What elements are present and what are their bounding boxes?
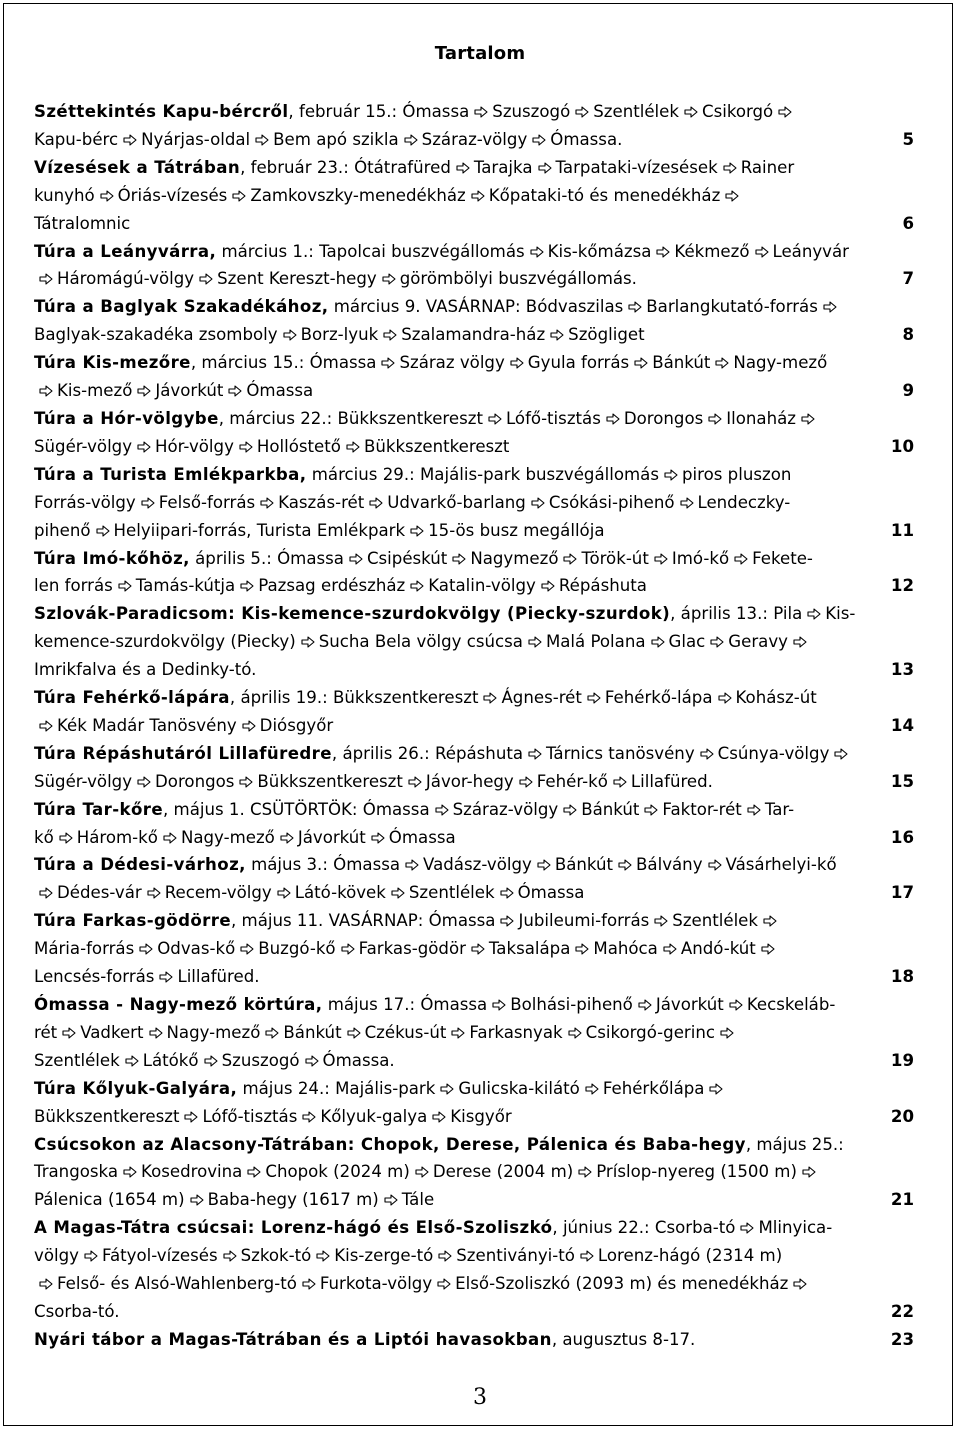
toc-line (34, 1270, 914, 1298)
toc-line (34, 1242, 914, 1270)
right-arrow-outline-icon (39, 720, 53, 732)
toc-line (34, 851, 914, 879)
toc-line (34, 377, 914, 405)
toc-page-number: 10 (890, 436, 914, 456)
right-arrow-outline-icon (62, 1027, 76, 1039)
right-arrow-outline-icon (341, 943, 355, 955)
toc-page-number: 21 (890, 1190, 914, 1210)
right-arrow-outline-icon (223, 1250, 237, 1262)
right-arrow-outline-icon (371, 832, 385, 844)
toc-entry-title: Túra Répáshutáról Lillafüredre (34, 743, 332, 763)
right-arrow-outline-icon (807, 608, 821, 620)
toc-line-text: kemence-szurdokvölgy (Piecky) Sucha Bela völgy csúcsa Malá Polana Glac Geravy (34, 632, 811, 651)
toc-entry (34, 293, 914, 349)
toc-entry (34, 1131, 914, 1215)
toc-line (34, 210, 914, 238)
toc-entry-title: Nyári tábor a Magas-Tátrában és a Liptói havasokban (34, 1329, 552, 1349)
toc-entry (34, 98, 914, 154)
right-arrow-outline-icon (587, 692, 601, 704)
right-arrow-outline-icon (700, 748, 714, 760)
toc-page-number: 22 (890, 1301, 914, 1321)
right-arrow-outline-icon (415, 1166, 429, 1178)
right-arrow-outline-icon (654, 915, 668, 927)
right-arrow-outline-icon (408, 776, 422, 788)
toc-line (34, 684, 914, 712)
right-arrow-outline-icon (301, 636, 315, 648)
right-arrow-outline-icon (531, 497, 545, 509)
toc-line-text: Csorba-tó. (34, 1301, 120, 1321)
right-arrow-outline-icon (568, 1027, 582, 1039)
toc-page-number: 7 (902, 269, 914, 289)
toc-entry (34, 238, 914, 294)
toc-line (34, 545, 914, 573)
toc-line-text: Szlovák-Paradicsom: Kis-kemence-szurdokvölgy (Piecky-szurdok), április 13.: Pila Kis- (34, 604, 856, 624)
right-arrow-outline-icon (410, 525, 424, 537)
right-arrow-outline-icon (471, 190, 485, 202)
toc-line (34, 1158, 914, 1186)
right-arrow-outline-icon (349, 553, 363, 565)
toc-line-text: A Magas-Tátra csúcsai: Lorenz-hágó és Első-Szoliszkó, június 22.: Csorba-tó Mlinyica- (34, 1218, 833, 1238)
toc-entry-title: Túra Fehérkő-lápára (34, 688, 230, 708)
toc-line-text: Túra a Turista Emlékparkba, március 29.: Majális-park buszvégállomás piros pluszon (34, 464, 792, 484)
toc-entry-title: Túra a Hór-völgybe (34, 408, 219, 428)
toc-entry-title: Túra a Turista Emlékparkba, (34, 464, 307, 484)
right-arrow-outline-icon (456, 162, 470, 174)
toc-line-text: Mária-forrás Odvas-kő Buzgó-kő Farkas-gödör Taksalápa Mahóca Andó-kút (34, 939, 779, 958)
toc-line-text: Túra a Hór-völgybe, március 22.: Bükkszentkereszt Lófő-tisztás Dorongos Ilonaház (34, 409, 819, 428)
toc-line (34, 1019, 914, 1047)
toc-line (34, 907, 914, 935)
right-arrow-outline-icon (541, 580, 555, 592)
toc-line (34, 405, 914, 433)
toc-line (34, 293, 914, 321)
right-arrow-outline-icon (139, 943, 153, 955)
right-arrow-outline-icon (137, 441, 151, 453)
toc-page-number: 23 (890, 1329, 914, 1349)
toc-line-text: Pálenica (1654 m) Baba-hegy (1617 m) Tále (34, 1190, 435, 1210)
toc-line (34, 1131, 914, 1159)
right-arrow-outline-icon (39, 887, 53, 899)
right-arrow-outline-icon (500, 887, 514, 899)
toc-entry-title: Túra Kis-mezőre (34, 353, 191, 373)
toc-line-text: Imrikfalva és a Dedinky-tó. (34, 660, 257, 680)
toc-entry (34, 349, 914, 405)
right-arrow-outline-icon (255, 134, 269, 146)
right-arrow-outline-icon (347, 1027, 361, 1039)
toc-line (34, 768, 914, 796)
right-arrow-outline-icon (381, 357, 395, 369)
right-arrow-outline-icon (383, 329, 397, 341)
toc-line (34, 656, 914, 684)
toc-line-text: Túra Tar-kőre, május 1. CSÜTÖRTÖK: Ómassa Száraz-völgy Bánkút Faktor-rét Tar- (34, 799, 795, 819)
right-arrow-outline-icon (708, 859, 722, 871)
toc-line (34, 1298, 914, 1326)
toc-line-text: Baglyak-szakadéka zsomboly Borz-lyuk Szalamandra-ház Szögliget (34, 325, 645, 345)
right-arrow-outline-icon (778, 106, 792, 118)
toc-line-text: Kis-mező Jávorkút Ómassa (34, 377, 313, 405)
right-arrow-outline-icon (613, 776, 627, 788)
right-arrow-outline-icon (410, 580, 424, 592)
right-arrow-outline-icon (137, 385, 151, 397)
toc-entry-title: Szlovák-Paradicsom: Kis-kemence-szurdokvölgy (Piecky-szurdok) (34, 604, 671, 624)
toc-line (34, 712, 914, 740)
toc-line-text: Forrás-völgy Felső-forrás Kaszás-rét Udvarkő-barlang Csókási-pihenő Lendeczky- (34, 492, 791, 512)
right-arrow-outline-icon (247, 1166, 261, 1178)
toc-line (34, 154, 914, 182)
toc-line-text: Túra a Leányvárra, március 1.: Tapolcai buszvégállomás Kis-kőmázsa Kékmező Leányvár (34, 241, 849, 261)
toc-line (34, 489, 914, 517)
right-arrow-outline-icon (664, 469, 678, 481)
toc-line (34, 461, 914, 489)
toc-line-text: Túra Fehérkő-lápára, április 19.: Bükkszentkereszt Ágnes-rét Fehérkő-lápa Kohász-út (34, 688, 817, 708)
right-arrow-outline-icon (316, 1250, 330, 1262)
right-arrow-outline-icon (123, 1166, 137, 1178)
right-arrow-outline-icon (563, 553, 577, 565)
toc-line-text: Csúcsokon az Alacsony-Tátrában: Chopok, Derese, Pálenica és Baba-hegy, május 25.: (34, 1134, 844, 1154)
toc-entry (34, 600, 914, 684)
right-arrow-outline-icon (302, 1278, 316, 1290)
right-arrow-outline-icon (634, 357, 648, 369)
toc-page-number: 13 (890, 660, 914, 680)
right-arrow-outline-icon (530, 246, 544, 258)
toc-entry (34, 907, 914, 991)
right-arrow-outline-icon (580, 1250, 594, 1262)
right-arrow-outline-icon (510, 357, 524, 369)
right-arrow-outline-icon (651, 636, 665, 648)
right-arrow-outline-icon (100, 190, 114, 202)
toc-line (34, 265, 914, 293)
right-arrow-outline-icon (147, 887, 161, 899)
right-arrow-outline-icon (39, 385, 53, 397)
toc-line (34, 1214, 914, 1242)
right-arrow-outline-icon (96, 525, 110, 537)
toc-line-text: kő Három-kő Nagy-mező Jávorkút Ómassa (34, 827, 456, 847)
toc-line-text: Háromágú-völgy Szent Kereszt-hegy görömbölyi buszvégállomás. (34, 265, 637, 293)
toc-line-text: Széttekintés Kapu-bércről, február 15.: Ómassa Szuszogó Szentlélek Csikorgó (34, 102, 796, 121)
toc-page-number: 6 (902, 213, 914, 233)
toc-page-number: 14 (890, 715, 914, 735)
toc-page-number: 8 (902, 325, 914, 345)
right-arrow-outline-icon (680, 497, 694, 509)
right-arrow-outline-icon (382, 273, 396, 285)
toc-entry-title: Túra Tar-kőre (34, 799, 163, 819)
toc-page-number: 20 (890, 1106, 914, 1126)
toc-line (34, 572, 914, 600)
toc-line (34, 824, 914, 852)
toc-entry-title: Túra Imó-kőhöz, (34, 548, 190, 568)
right-arrow-outline-icon (432, 1111, 446, 1123)
right-arrow-outline-icon (755, 246, 769, 258)
right-arrow-outline-icon (834, 748, 848, 760)
right-arrow-outline-icon (391, 887, 405, 899)
right-arrow-outline-icon (550, 329, 564, 341)
toc-line-text: Vízesések a Tátrában, február 23.: Ótátrafüred Tarajka Tarpataki-vízesések Rainer (34, 157, 795, 177)
toc-entry (34, 851, 914, 907)
toc-line (34, 1103, 914, 1131)
right-arrow-outline-icon (369, 497, 383, 509)
right-arrow-outline-icon (277, 887, 291, 899)
toc-line-text: Túra a Baglyak Szakadékához, március 9. VASÁRNAP: Bódvaszilas Barlangkutató-forrás (34, 297, 841, 316)
right-arrow-outline-icon (405, 859, 419, 871)
right-arrow-outline-icon (488, 413, 502, 425)
toc-entry-title: Túra a Leányvárra, (34, 241, 217, 261)
right-arrow-outline-icon (228, 385, 242, 397)
right-arrow-outline-icon (232, 190, 246, 202)
toc-entry-title: Túra a Baglyak Szakadékához, (34, 297, 329, 317)
right-arrow-outline-icon (240, 580, 254, 592)
right-arrow-outline-icon (709, 1083, 723, 1095)
toc-entry (34, 684, 914, 740)
right-arrow-outline-icon (734, 553, 748, 565)
toc-line-text: Túra Répáshutáról Lillafüredre, április 26.: Répáshuta Tárnics tanösvény Csúnya-völgy (34, 744, 852, 763)
toc-line-text: völgy Fátyol-vízesés Szkok-tó Kis-zerge-tó Szentiványi-tó Lorenz-hágó (2314 m) (34, 1246, 783, 1266)
toc-page-number: 19 (890, 1050, 914, 1070)
toc-line (34, 433, 914, 461)
right-arrow-outline-icon (729, 999, 743, 1011)
right-arrow-outline-icon (471, 943, 485, 955)
right-arrow-outline-icon (204, 1055, 218, 1067)
right-arrow-outline-icon (793, 1278, 807, 1290)
toc-line-text: Ómassa - Nagy-mező körtúra, május 17.: Ómassa Bolhási-pihenő Jávorkút Kecskeláb- (34, 995, 836, 1014)
toc-entry (34, 154, 914, 238)
right-arrow-outline-icon (199, 273, 213, 285)
toc-line (34, 517, 914, 545)
toc-entry (34, 461, 914, 545)
right-arrow-outline-icon (715, 357, 729, 369)
right-arrow-outline-icon (793, 636, 807, 648)
right-arrow-outline-icon (149, 1027, 163, 1039)
toc-line (34, 126, 914, 154)
right-arrow-outline-icon (438, 1250, 452, 1262)
toc-line (34, 935, 914, 963)
toc-entry (34, 545, 914, 601)
right-arrow-outline-icon (575, 943, 589, 955)
toc-line (34, 600, 914, 628)
right-arrow-outline-icon (242, 720, 256, 732)
right-arrow-outline-icon (118, 580, 132, 592)
toc-line (34, 628, 914, 656)
toc-line-text: Lencsés-forrás Lillafüred. (34, 967, 260, 987)
toc-entry (34, 1326, 914, 1354)
right-arrow-outline-icon (240, 943, 254, 955)
right-arrow-outline-icon (575, 106, 589, 118)
toc-line (34, 238, 914, 266)
toc-line-text: Szentlélek Látókő Szuszogó Ómassa. (34, 1050, 395, 1070)
toc-line (34, 740, 914, 768)
toc-line-text: Sügér-völgy Dorongos Bükkszentkereszt Jávor-hegy Fehér-kő Lillafüred. (34, 771, 713, 791)
right-arrow-outline-icon (532, 134, 546, 146)
right-arrow-outline-icon (500, 915, 514, 927)
right-arrow-outline-icon (437, 1278, 451, 1290)
right-arrow-outline-icon (656, 246, 670, 258)
toc-line-text: Felső- és Alsó-Wahlenberg-tó Furkota-völgy Első-Szoliszkó (2093 m) és menedékház (34, 1274, 811, 1293)
right-arrow-outline-icon (239, 776, 253, 788)
toc-line-text: Túra Kis-mezőre, március 15.: Ómassa Száraz völgy Gyula forrás Bánkút Nagy-mező (34, 353, 828, 373)
toc-line (34, 1075, 914, 1103)
toc-line-text: pihenő Helyiipari-forrás, Turista Emlékpark 15-ös busz megállója (34, 520, 605, 540)
page-number: 3 (473, 1385, 487, 1410)
right-arrow-outline-icon (802, 1166, 816, 1178)
right-arrow-outline-icon (239, 441, 253, 453)
right-arrow-outline-icon (747, 804, 761, 816)
toc-line (34, 98, 914, 126)
right-arrow-outline-icon (718, 692, 732, 704)
right-arrow-outline-icon (141, 497, 155, 509)
right-arrow-outline-icon (606, 413, 620, 425)
toc-line (34, 321, 914, 349)
toc-entry (34, 1075, 914, 1131)
toc-line-text: Dédes-vár Recem-völgy Látó-kövek Szentlélek Ómassa (34, 879, 584, 907)
toc-page-number: 9 (902, 381, 914, 401)
toc-line (34, 879, 914, 907)
toc-line (34, 1047, 914, 1075)
right-arrow-outline-icon (684, 106, 698, 118)
right-arrow-outline-icon (39, 273, 53, 285)
right-arrow-outline-icon (723, 162, 737, 174)
right-arrow-outline-icon (578, 1166, 592, 1178)
toc-entry (34, 1214, 914, 1326)
right-arrow-outline-icon (302, 1111, 316, 1123)
toc-entry-title: Csúcsokon az Alacsony-Tátrában: Chopok, Derese, Pálenica és Baba-hegy (34, 1134, 746, 1154)
right-arrow-outline-icon (404, 134, 418, 146)
right-arrow-outline-icon (59, 832, 73, 844)
right-arrow-outline-icon (563, 804, 577, 816)
right-arrow-outline-icon (39, 1278, 53, 1290)
right-arrow-outline-icon (451, 1027, 465, 1039)
toc-entry-title: Túra Farkas-gödörre (34, 911, 231, 931)
right-arrow-outline-icon (440, 1083, 454, 1095)
right-arrow-outline-icon (492, 999, 506, 1011)
right-arrow-outline-icon (283, 329, 297, 341)
toc-entry-title: Túra Kőlyuk-Galyára, (34, 1078, 238, 1098)
toc-entry (34, 740, 914, 796)
toc-line (34, 349, 914, 377)
toc-page-number: 11 (890, 520, 914, 540)
right-arrow-outline-icon (663, 943, 677, 955)
right-arrow-outline-icon (801, 413, 815, 425)
right-arrow-outline-icon (84, 1250, 98, 1262)
toc-page-number: 18 (890, 967, 914, 987)
toc-line-text: Kapu-bérc Nyárjas-oldal Bem apó szikla Száraz-völgy Ómassa. (34, 129, 623, 149)
right-arrow-outline-icon (519, 776, 533, 788)
toc-entry-title: Ómassa - Nagy-mező körtúra, (34, 995, 323, 1014)
toc-line-text: Túra a Dédesi-várhoz, május 3.: Ómassa Vadász-völgy Bánkút Bálvány Vásárhelyi-kő (34, 855, 837, 875)
toc-page-number: 17 (890, 883, 914, 903)
right-arrow-outline-icon (260, 497, 274, 509)
right-arrow-outline-icon (537, 859, 551, 871)
toc-entry-title: A Magas-Tátra csúcsai: Lorenz-hágó és Első-Szoliszkó (34, 1218, 553, 1238)
toc-line-text: Trangoska Kosedrovina Chopok (2024 m) Derese (2004 m) Príslop-nyereg (1500 m) (34, 1162, 820, 1181)
right-arrow-outline-icon (528, 636, 542, 648)
toc-line-text: Túra Kőlyuk-Galyára, május 24.: Majális-park Gulicska-kilátó Fehérkőlápa (34, 1079, 727, 1098)
right-arrow-outline-icon (823, 301, 837, 313)
right-arrow-outline-icon (720, 1027, 734, 1039)
toc-page-number: 12 (890, 576, 914, 596)
toc-line (34, 963, 914, 991)
right-arrow-outline-icon (740, 1222, 754, 1234)
toc-entry (34, 796, 914, 852)
right-arrow-outline-icon (638, 999, 652, 1011)
toc-entry-title: Széttekintés Kapu-bércről (34, 102, 289, 121)
table-of-contents (34, 98, 914, 1354)
right-arrow-outline-icon (761, 943, 775, 955)
right-arrow-outline-icon (763, 915, 777, 927)
toc-entry-title: Túra a Dédesi-várhoz, (34, 855, 246, 875)
right-arrow-outline-icon (137, 776, 151, 788)
right-arrow-outline-icon (280, 832, 294, 844)
right-arrow-outline-icon (483, 692, 497, 704)
toc-line-text: Nyári tábor a Magas-Tátrában és a Liptói havasokban, augusztus 8-17. (34, 1329, 696, 1349)
toc-page-number: 16 (890, 827, 914, 847)
right-arrow-outline-icon (585, 1083, 599, 1095)
toc-page-number: 15 (890, 771, 914, 791)
right-arrow-outline-icon (528, 748, 542, 760)
toc-page-number: 5 (902, 129, 914, 149)
right-arrow-outline-icon (452, 553, 466, 565)
right-arrow-outline-icon (644, 804, 658, 816)
right-arrow-outline-icon (190, 1194, 204, 1206)
toc-line-text: Kék Madár Tanösvény Diósgyőr (34, 712, 333, 740)
toc-line (34, 182, 914, 210)
right-arrow-outline-icon (538, 162, 552, 174)
right-arrow-outline-icon (123, 134, 137, 146)
toc-line-text: Túra Imó-kőhöz, április 5.: Ómassa Csipéskút Nagymező Török-út Imó-kő Fekete- (34, 548, 813, 568)
toc-line-text: Tátralomnic (34, 213, 131, 233)
toc-entry-title: Vízesések a Tátrában (34, 157, 241, 177)
right-arrow-outline-icon (384, 1194, 398, 1206)
toc-entry (34, 991, 914, 1075)
toc-line-text: kunyhó Óriás-vízesés Zamkovszky-menedékház Kőpataki-tó és menedékház (34, 186, 743, 205)
right-arrow-outline-icon (435, 804, 449, 816)
right-arrow-outline-icon (628, 301, 642, 313)
right-arrow-outline-icon (346, 441, 360, 453)
toc-line-text: Sügér-völgy Hór-völgy Hollóstető Bükkszentkereszt (34, 436, 510, 456)
right-arrow-outline-icon (710, 636, 724, 648)
toc-line (34, 796, 914, 824)
toc-line-text: Bükkszentkereszt Lófő-tisztás Kőlyuk-galya Kisgyőr (34, 1106, 512, 1126)
right-arrow-outline-icon (618, 859, 632, 871)
right-arrow-outline-icon (654, 553, 668, 565)
toc-line-text: rét Vadkert Nagy-mező Bánkút Czékus-út Farkasnyak Csikorgó-gerinc (34, 1023, 738, 1042)
page-title: Tartalom (434, 43, 526, 64)
right-arrow-outline-icon (184, 1111, 198, 1123)
right-arrow-outline-icon (474, 106, 488, 118)
right-arrow-outline-icon (305, 1055, 319, 1067)
right-arrow-outline-icon (163, 832, 177, 844)
right-arrow-outline-icon (725, 190, 739, 202)
toc-line-text: len forrás Tamás-kútja Pazsag erdészház Katalin-völgy Répáshuta (34, 576, 647, 596)
toc-entry (34, 405, 914, 461)
right-arrow-outline-icon (708, 413, 722, 425)
right-arrow-outline-icon (125, 1055, 139, 1067)
toc-line (34, 1326, 914, 1354)
right-arrow-outline-icon (265, 1027, 279, 1039)
toc-line (34, 991, 914, 1019)
toc-line (34, 1186, 914, 1214)
toc-line-text: Túra Farkas-gödörre, május 11. VASÁRNAP: Ómassa Jubileumi-forrás Szentlélek (34, 911, 781, 930)
right-arrow-outline-icon (159, 971, 173, 983)
